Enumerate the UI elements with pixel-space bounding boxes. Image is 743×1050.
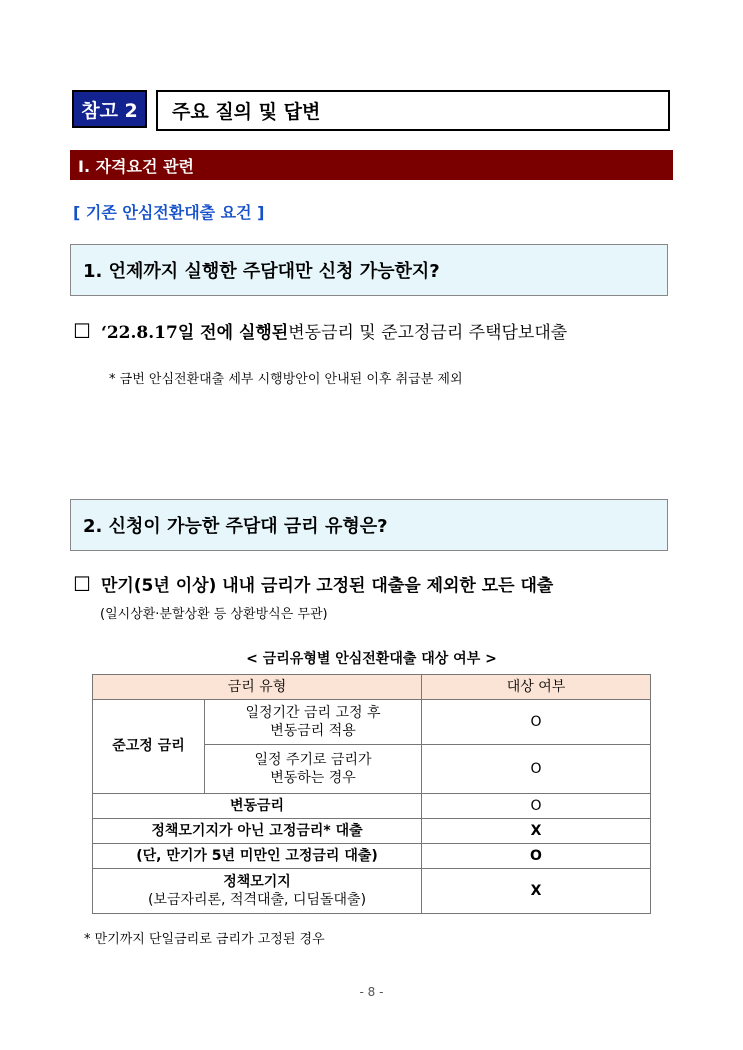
- fixed-exception-value: O: [422, 844, 651, 869]
- checkbox-icon: ☐: [73, 571, 91, 596]
- semi-fixed-b: 일정 주기로 금리가 변동하는 경우: [205, 745, 422, 794]
- table-footnote: * 만기까지 단일금리로 금리가 고정된 경우: [84, 932, 325, 947]
- variable-value: O: [422, 794, 651, 819]
- table-row: [93, 794, 651, 819]
- semi-fixed-a: 일정기간 금리 고정 후 변동금리 적용: [205, 700, 422, 745]
- checkbox-icon: ☐: [73, 318, 91, 343]
- reference-tag-label: 참고 2: [81, 99, 138, 122]
- policy-sub: (보금자리론, 적격대출, 디딤돌대출): [147, 892, 367, 908]
- reference-tag: [72, 90, 147, 128]
- fixed-non-policy-value: X: [422, 819, 651, 844]
- section-header: [70, 150, 673, 180]
- variable-label: 변동금리: [93, 794, 422, 819]
- col-eligibility: 대상 여부: [422, 675, 651, 700]
- question-2-box: [70, 499, 668, 551]
- answer-2-sub: (일시상환·분할상환 등 상환방식은 무관): [100, 607, 328, 622]
- page-title-text: 주요 질의 및 답변: [172, 101, 321, 123]
- semi-fixed-label: 준고정 금리: [93, 700, 205, 794]
- policy-label-cell: [93, 869, 422, 914]
- table-row: [93, 869, 651, 914]
- table-row: [93, 844, 651, 869]
- answer-1-note: * 금번 안심전환대출 세부 시행방안이 안내된 이후 취급분 제외: [109, 372, 463, 387]
- fixed-non-policy-label: 정책모기지가 아닌 고정금리* 대출: [93, 819, 422, 844]
- policy-label: 정책모기지: [223, 873, 291, 890]
- fixed-exception-label: (단, 만기가 5년 미만인 고정금리 대출): [93, 844, 422, 869]
- rate-type-table: [92, 674, 651, 914]
- table-header-row: [93, 675, 651, 700]
- question-1-text: 1. 언제까지 실행한 주담대만 신청 가능한지?: [83, 261, 440, 282]
- section-subtitle: [ 기존 안심전환대출 요건 ]: [73, 203, 265, 222]
- semi-fixed-a-value: O: [422, 700, 651, 745]
- question-1-box: [70, 244, 668, 296]
- section-title: Ⅰ. 자격요건 관련: [78, 156, 194, 176]
- policy-value: X: [422, 869, 651, 914]
- col-rate-type: 금리 유형: [93, 675, 422, 700]
- question-2-text: 2. 신청이 가능한 주담대 금리 유형은?: [83, 516, 388, 537]
- answer-2: [73, 571, 553, 596]
- table-row: [93, 819, 651, 844]
- semi-fixed-b-value: O: [422, 745, 651, 794]
- table-row: [93, 700, 651, 745]
- page-title: [156, 90, 670, 131]
- page-number: - 8 -: [359, 985, 384, 999]
- answer-2-text: 만기(5년 이상) 내내 금리가 고정된 대출을 제외한 모든 대출: [100, 576, 554, 596]
- table-title: < 금리유형별 안심전환대출 대상 여부 >: [246, 651, 497, 667]
- answer-1-rest: 변동금리 및 준고정금리 주택담보대출: [288, 323, 568, 343]
- answer-1-bold: ‘22.8.17일 전에 실행된: [100, 323, 289, 343]
- answer-1: [73, 318, 567, 343]
